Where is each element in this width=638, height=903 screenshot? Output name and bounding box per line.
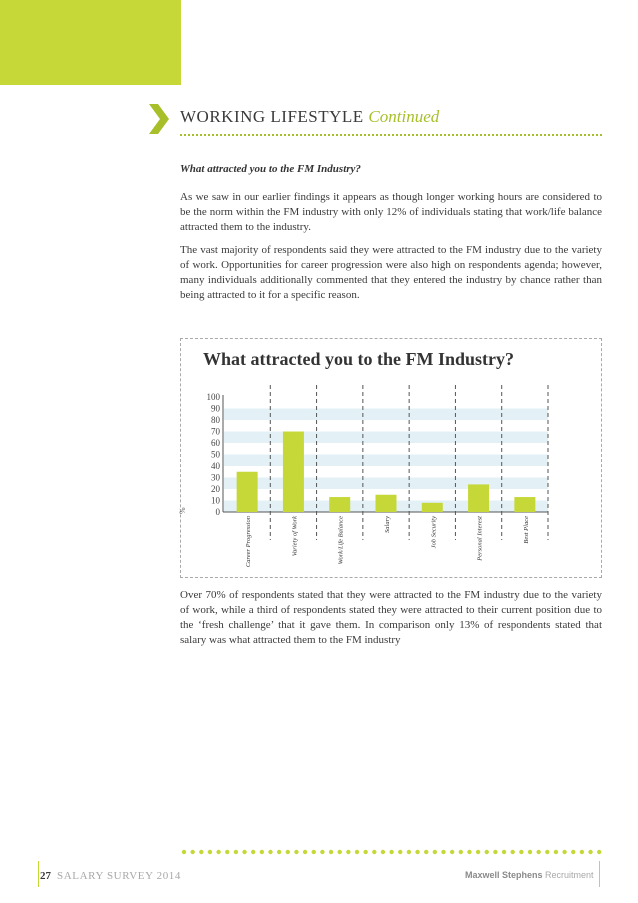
- section-title: [180, 107, 439, 127]
- footer-dot: [588, 850, 592, 854]
- bar-variety-of-work: [283, 432, 304, 513]
- footer-dot: [268, 850, 272, 854]
- footer-dot: [545, 850, 549, 854]
- footer-dot: [208, 850, 212, 854]
- footer-dot: [493, 850, 497, 854]
- section-divider: [180, 134, 602, 136]
- brand-name-rest: Recruitment: [545, 870, 594, 880]
- footer-dot: [225, 850, 229, 854]
- footer-dot: [372, 850, 376, 854]
- footer-left-rule: [38, 861, 39, 887]
- section-title-continued: Continued: [368, 107, 440, 126]
- bar-work-life-balance: [329, 497, 350, 512]
- footer-dot: [389, 850, 393, 854]
- footer-dot: [519, 850, 523, 854]
- footer-dot: [199, 850, 203, 854]
- footer-dot: [312, 850, 316, 854]
- footer-dot: [381, 850, 385, 854]
- footer-dot: [407, 850, 411, 854]
- brand-name: [465, 870, 594, 880]
- bar-job-security: [422, 503, 443, 512]
- y-tick-label: 20: [211, 484, 220, 494]
- footer-dot: [303, 850, 307, 854]
- y-tick-label: 10: [211, 495, 220, 506]
- chevron-right-icon: [147, 104, 169, 134]
- footer-dot: [216, 850, 220, 854]
- footer-dot: [182, 850, 186, 854]
- bar-best-place: [514, 497, 535, 512]
- grid-band: [224, 409, 548, 421]
- x-tick-label: Career Progression: [245, 516, 253, 568]
- y-tick-label: 80: [211, 415, 220, 425]
- grid-band: [224, 455, 548, 467]
- footer-dot: [467, 850, 471, 854]
- footer-dot: [554, 850, 558, 854]
- y-tick-label: 90: [211, 403, 220, 414]
- footer-dot: [234, 850, 238, 854]
- footer-dot: [242, 850, 246, 854]
- footer-dot: [485, 850, 489, 854]
- footer-dot: [528, 850, 532, 854]
- grid-band: [224, 478, 548, 490]
- footer-dot: [580, 850, 584, 854]
- footer-dot: [260, 850, 264, 854]
- bar-personal-interest: [468, 484, 489, 512]
- footer-dot: [476, 850, 480, 854]
- y-tick-label: 50: [211, 449, 220, 460]
- page-number: 27: [40, 870, 51, 882]
- footer-dot: [398, 850, 402, 854]
- paragraph-2: The vast majority of respondents said they were attracted to the FM industry due to the variety of work. Opportunities for career progression were also high on respondents agenda; however, many individuals additionally commented that they entered the industry by chance rather than being attracted to it for a specific reason.: [180, 244, 602, 301]
- footer-dot: [190, 850, 194, 854]
- footer-dot: [597, 850, 601, 854]
- y-tick-label: 30: [211, 472, 220, 483]
- question-heading: What attracted you to the FM Industry?: [180, 163, 361, 175]
- footer-dot: [415, 850, 419, 854]
- y-tick-label: 60: [211, 438, 220, 448]
- footer-dot: [571, 850, 575, 854]
- x-tick-label: Variety of Work: [291, 516, 299, 557]
- chart-title: What attracted you to the FM Industry?: [203, 349, 514, 369]
- x-tick-label: Personal Interest: [476, 516, 484, 561]
- paragraph-3: Over 70% of respondents stated that they were attracted to the FM industry due to the variety of work, while a third of respondents stated they were attracted to their current position due to the ‘fresh challenge’ that it gave them. In comparison only 13% of respondents stated that salary was what attracted them to the FM industry: [180, 589, 602, 646]
- x-tick-label: Salary: [384, 516, 391, 533]
- footer-dot: [294, 850, 298, 854]
- footer-dot: [536, 850, 540, 854]
- bar-career-progression: [237, 472, 258, 512]
- footer-dot: [363, 850, 367, 854]
- footer-dot: [424, 850, 428, 854]
- footer-dot-divider: [181, 848, 603, 856]
- y-tick-label: 100: [206, 392, 220, 402]
- footer-dot: [450, 850, 454, 854]
- footer-dot: [320, 850, 324, 854]
- footer-dot: [433, 850, 437, 854]
- footer-dot: [441, 850, 445, 854]
- survey-title: SALARY SURVEY 2014: [57, 870, 182, 882]
- paragraph-1: As we saw in our earlier findings it appears as though longer working hours are considered to be the norm within the FM industry with only 12% of individuals stating that work/life balance attracted them to the industry.: [180, 191, 602, 233]
- y-tick-label: 40: [211, 461, 220, 471]
- footer-dot: [502, 850, 506, 854]
- x-tick-label: Work/Life Balance: [337, 516, 345, 565]
- brand-name-bold: Maxwell Stephens: [465, 870, 543, 880]
- header-color-block: [0, 0, 181, 85]
- section-title-main: WORKING LIFESTYLE: [180, 107, 364, 126]
- footer-dot: [338, 850, 342, 854]
- bar-chart: [178, 385, 601, 575]
- footer-dot: [355, 850, 359, 854]
- y-axis-label: %: [178, 507, 187, 514]
- footer-dot: [286, 850, 290, 854]
- x-tick-label: Job Security: [430, 516, 438, 549]
- footer-dot: [459, 850, 463, 854]
- footer-dot: [277, 850, 281, 854]
- bar-salary: [376, 495, 397, 512]
- grid-band: [224, 432, 548, 444]
- y-tick-label: 0: [215, 507, 220, 517]
- footer-dot: [511, 850, 515, 854]
- footer-dot: [251, 850, 255, 854]
- footer-dot: [329, 850, 333, 854]
- y-tick-label: 70: [211, 426, 220, 437]
- footer-right-rule: [599, 861, 600, 887]
- footer-dot: [562, 850, 566, 854]
- footer-dot: [346, 850, 350, 854]
- x-tick-label: Best Place: [522, 516, 530, 544]
